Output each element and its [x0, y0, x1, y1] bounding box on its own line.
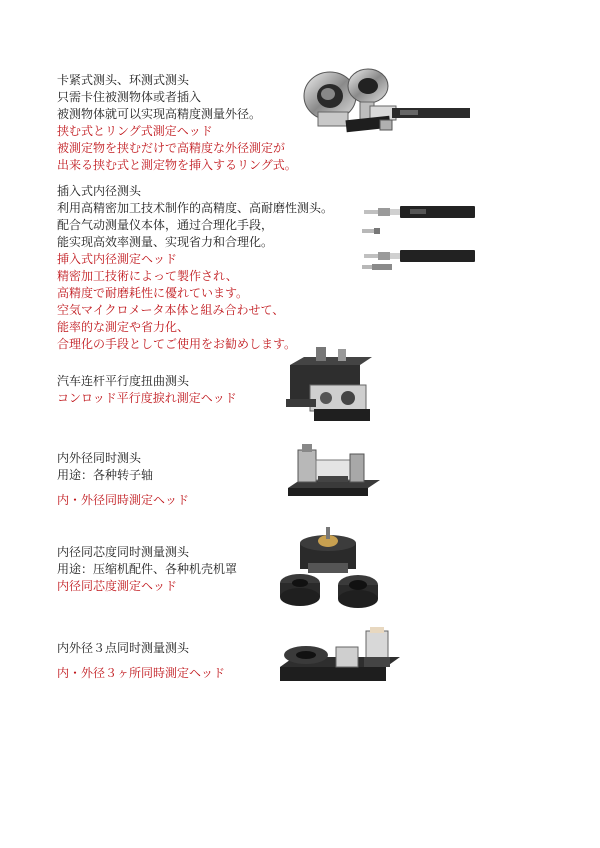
plug-gauge-photo [360, 196, 475, 286]
three-point-fixture-photo [276, 627, 404, 689]
section-plug-gauge [57, 183, 333, 353]
cn-title: 内外径同时测头 [57, 451, 142, 465]
cn-title: 插入式内径测头 [57, 184, 142, 198]
jp-text: 被測定物を挟むだけで高精度な外径測定が [57, 141, 286, 155]
ring-snap-gauge-photo [300, 66, 470, 146]
jp-text: 空気マイクロメータ本体と組み合わせて、 [57, 303, 285, 317]
jp-text: 精密加工技術によって製作され、 [57, 269, 238, 283]
jp-title: 挟む式とリング式測定ヘッド [57, 124, 213, 138]
cn-title: 内径同芯度同时测量测头 [57, 545, 190, 559]
section-concentricity [57, 544, 237, 595]
section-conrod [57, 373, 237, 407]
jp-title: コンロッド平行度捩れ測定ヘッド [57, 391, 237, 405]
jp-title: 内・外径同時測定ヘッド [57, 493, 190, 507]
jp-title: 挿入式内径測定ヘッド [57, 252, 178, 266]
cn-text: 配合气动测量仪本体，通过合理化手段， [57, 218, 274, 232]
conrod-fixture-photo [286, 345, 376, 427]
cn-title: 卡紧式测头、环测式测头 [57, 73, 190, 87]
section-three-point [57, 640, 225, 682]
cn-text: 用途：压缩机配件、各种机壳机罩 [57, 562, 238, 576]
jp-title: 内・外径３ヶ所同時測定ヘッド [57, 666, 226, 680]
jp-title: 内径同芯度測定ヘッド [57, 579, 178, 593]
jp-text: 高精度で耐磨耗性に優れています。 [57, 286, 249, 300]
jp-text: 合理化の手段としてご使用をお勧めします。 [57, 337, 297, 351]
cn-title: 内外径３点同时测量测头 [57, 641, 190, 655]
cn-text: 被测物体就可以实现高精度测量外径。 [57, 107, 262, 121]
cn-text: 利用高精密加工技术制作的高精度、高耐磨性测头。 [57, 201, 334, 215]
cn-text: 只需卡住被测物体或者插入 [57, 90, 202, 104]
od-id-fixture-photo [288, 440, 380, 500]
cn-text: 能实现高效率测量、实现省力和合理化。 [57, 235, 274, 249]
section-od-id [57, 450, 189, 509]
section-snap-ring-gauge [57, 72, 297, 174]
jp-text: 出来る挟む式と測定物を挿入するリング式。 [57, 158, 297, 172]
cn-title: 汽车连杆平行度扭曲测头 [57, 374, 190, 388]
jp-text: 能率的な測定や省力化、 [57, 320, 190, 334]
concentricity-fixture-photo [278, 527, 382, 609]
cn-text: 用途：各种转子轴 [57, 468, 154, 482]
